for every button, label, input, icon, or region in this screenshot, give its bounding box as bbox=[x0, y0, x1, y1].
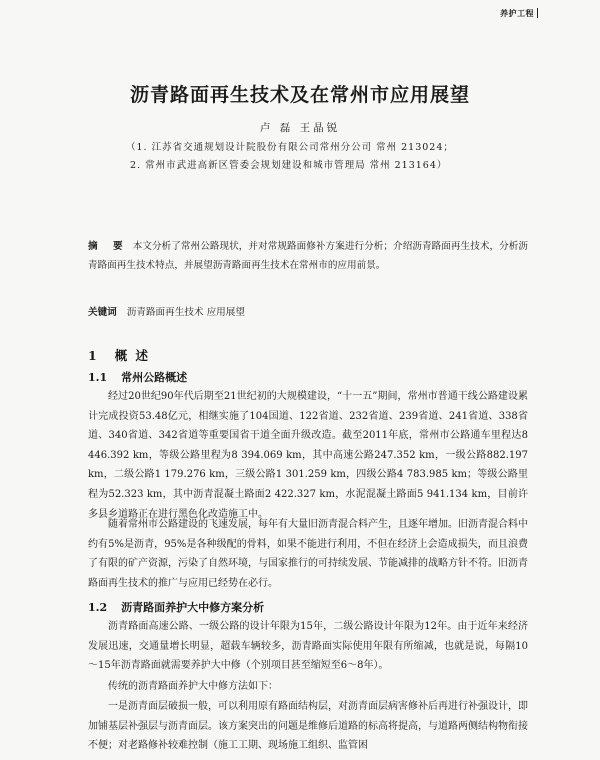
subsection-heading-1-1 bbox=[88, 369, 187, 385]
keywords-text: 沥青路面再生技术 应用展望 bbox=[126, 307, 245, 318]
subsection-title: 沥青路面养护大中修方案分析 bbox=[121, 601, 265, 614]
running-head bbox=[500, 8, 538, 19]
section-title: 概 述 bbox=[114, 348, 151, 363]
keywords-label: 关键词 bbox=[88, 307, 117, 318]
keywords bbox=[88, 304, 528, 318]
body-paragraph-2: 随着常州市公路建设的飞速发展，每年有大量旧沥青混合料产生，且逐年增加。旧沥青混合料中约有5%是沥青，95%是各种级配的骨料，如果不能进行利用，不但在经济上会造成损失，而且浪费了有限的矿产资源，污染了自然环境，与国家推行的可持续发展、节能减排的战略方针不符。旧沥青路面再生技术的推广与应用已经势在必行。 bbox=[88, 519, 528, 589]
running-head-text: 养护工程 bbox=[500, 8, 534, 18]
subsection-heading-1-2 bbox=[88, 599, 264, 615]
subsection-number: 1.2 bbox=[88, 601, 108, 614]
abstract-text: 本文分析了常州公路现状，并对常规路面修补方案进行分析；介绍沥青路面再生技术，分析沥青路面再生技术特点，并展望沥青路面再生技术在常州市的应用前景。 bbox=[88, 241, 529, 271]
abstract bbox=[88, 237, 528, 275]
authors: 卢 磊 王晶锐 bbox=[259, 122, 341, 134]
body-paragraph-1: 经过20世纪90年代后期至21世纪初的大规模建设，“十一五”期间，常州市普通干线公路建设累计完成投资53.48亿元，相继实施了104国道、122省道、232省道、239省道、241省道、338省道、340省道、342省道等重要国省干道全面升级改造。截至2011年底，常州市公路通车里程达8 446.392 km，等级公路里程为8 394.069 km，其中高速公路247.352 km，一级公路882.197 km，二级公路1 179.276 km，三级公路1 301.259 km，四级公路4 783.985 km；等级公路里程为52.323 km，其中沥青混凝土路面2 422.327 km，水泥混凝土路面5 941.134 km，目前许多县乡道路正在进行黑色化改造施工中。 bbox=[88, 391, 528, 520]
subsection-title: 常州公路概述 bbox=[121, 371, 188, 384]
abstract-label: 摘 要 bbox=[88, 241, 129, 252]
section-number: 1 bbox=[88, 348, 99, 363]
running-head-rule bbox=[537, 8, 538, 18]
section-heading-1 bbox=[88, 346, 150, 364]
body-paragraph-3: 沥青路面高速公路、一级公路的设计年限为15年，二级公路设计年限为12年。由于近年来经济发展迅速，交通量增长明显，超载车辆较多，沥青路面实际使用年限有所缩减，也就是说，每隔10～15年沥青路面就需要养护大中修（个别项目甚至缩短至6～8年）。 bbox=[88, 621, 528, 672]
affiliation-2: 2. 常州市武进高新区管委会规划建设和城市管理局 常州 213164） bbox=[130, 160, 448, 171]
body-paragraph-5: 一是沥青面层破损一般，可以利用原有路面结构层，对沥青面层病害修补后再进行补强设计，即加铺基层补强层与沥青面层。该方案突出的问题是维修后道路的标高将提高，与道路两侧结构物衔接不便；对老路修补较难控制（施工工期、现场施工组织、监管困 bbox=[88, 701, 528, 752]
affiliation-1: （1. 江苏省交通规划设计院股份有限公司常州分公司 常州 213024； bbox=[126, 142, 454, 153]
subsection-number: 1.1 bbox=[88, 371, 108, 384]
body-paragraph-4: 传统的沥青路面养护大中修方法如下： bbox=[108, 681, 278, 692]
paper-title: 沥青路面再生技术及在常州市应用展望 bbox=[129, 84, 470, 106]
